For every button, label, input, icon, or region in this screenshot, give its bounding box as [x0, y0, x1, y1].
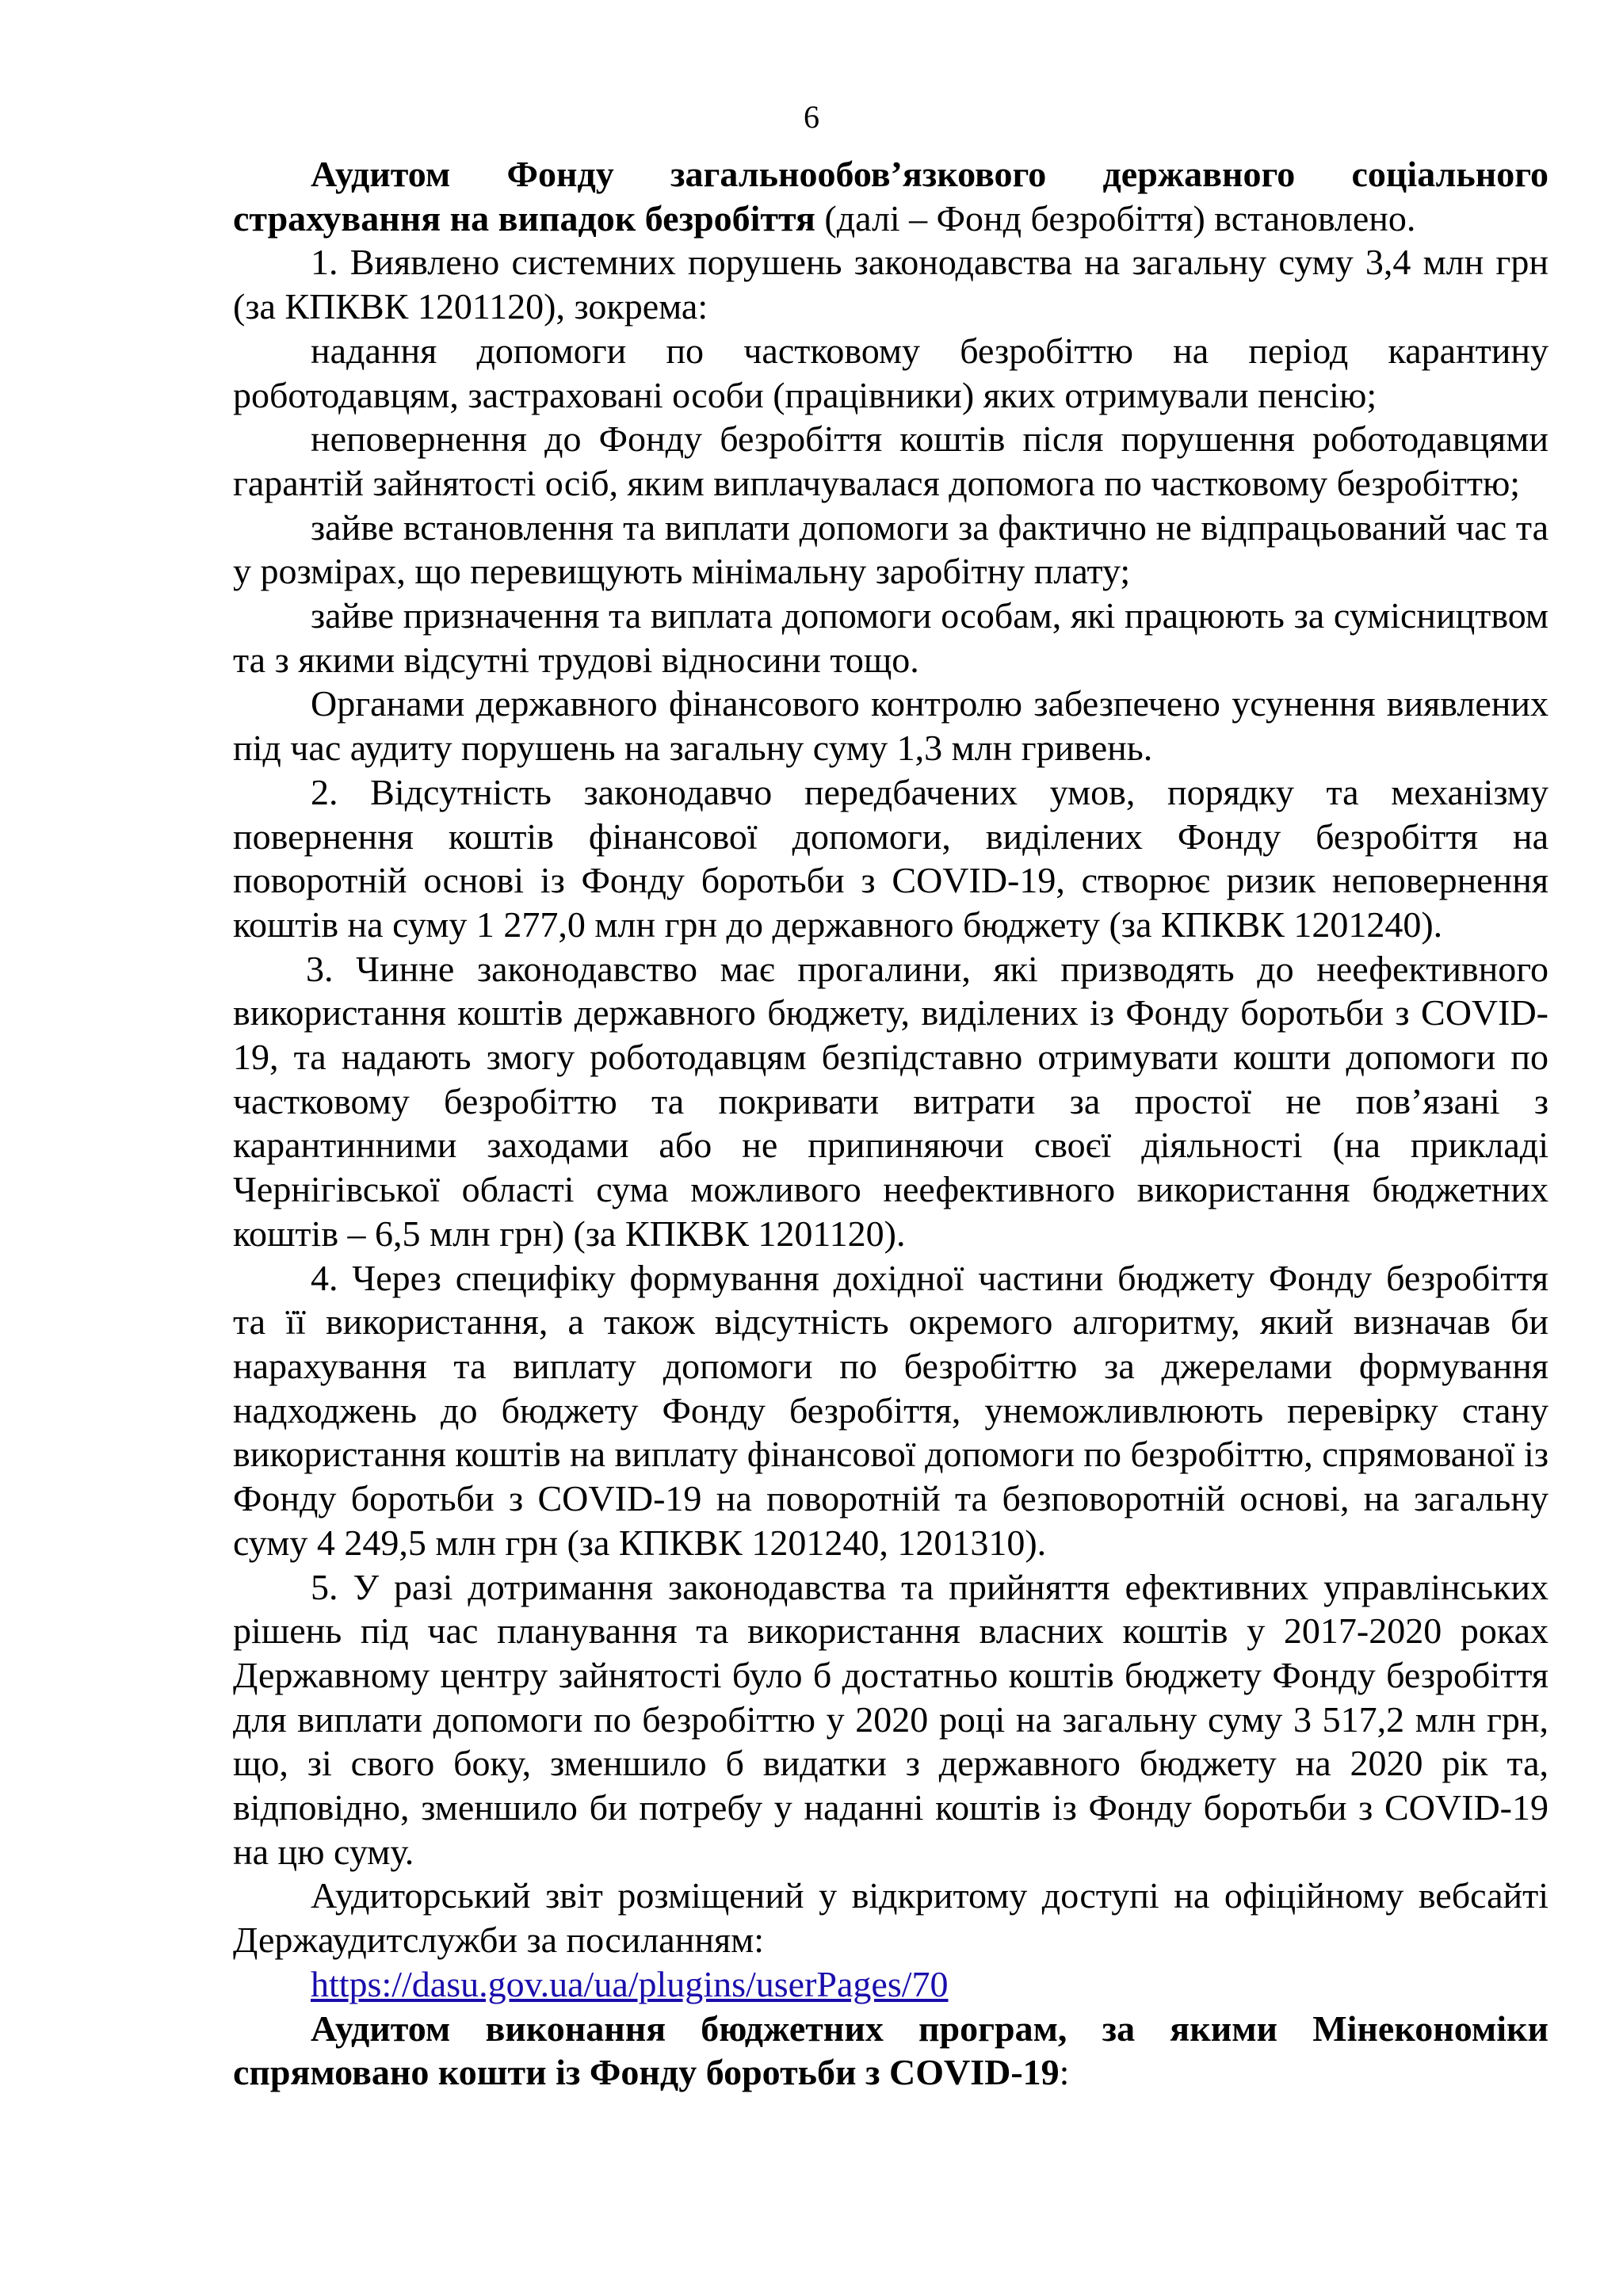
- paragraph-violation-item: зайве призначення та виплата допомоги особам, які працюють за сумісництвом та з якими відсутні трудові відносини тощо.: [233, 595, 1549, 680]
- paragraph-ministry-audit-heading: [233, 2007, 1549, 2095]
- paragraph-finding-2: 2. Відсутність законодавчо передбачених умов, порядку та механізму повернення коштів фінансової допомоги, виділених Фонду безробіття на поворотній основі із Фонду боротьби з COVID-19, створює ризик неповернення коштів на суму 1 277,0 млн грн до державного бюджету (за КПКВК 1201240).: [233, 771, 1549, 945]
- document-body: [233, 152, 1549, 2095]
- paragraph-unemployment-fund-intro: [233, 152, 1549, 240]
- paragraph-text: (далі – Фонд безробіття) встановлено.: [815, 197, 1416, 239]
- paragraph-finding-4: 4. Через специфіку формування дохідної частини бюджету Фонду безробіття та її використання, а також відсутність окремого алгоритму, який визначав би нарахування та виплату допомоги по безробіттю за джерелами формування надходжень до бюджету Фонду безробіття, унеможливлюють перевірку стану використання коштів на виплату фінансової допомоги по безробіттю, спрямованої із Фонду боротьби з COVID-19 на поворотній та безповоротній основі, на загальну суму 4 249,5 млн грн (за КПКВК 1201240, 1201310).: [233, 1257, 1549, 1563]
- paragraph-finding-1: 1. Виявлено системних порушень законодавства на загальну суму 3,4 млн грн (за КПКВК 1201120), зокрема:: [233, 242, 1549, 327]
- bold-heading-unemployment-fund-audit: Аудитом Фонду загальнообов’язкового державного соціального страхування на випадок безробіття: [233, 154, 1549, 239]
- paragraph-remediation: Органами державного фінансового контролю забезпечено усунення виявлених під час аудиту порушень на загальну суму 1,3 млн гривень.: [233, 683, 1549, 769]
- page-number: 6: [804, 99, 819, 135]
- paragraph-violation-item: надання допомоги по частковому безробіттю на період карантину роботодавцям, застраховані особи (працівники) яких отримували пенсію;: [233, 330, 1549, 415]
- bold-heading-ministry-audit: Аудитом виконання бюджетних програм, за якими Мінекономіки спрямовано кошти із Фонду боротьби з COVID-19: [233, 2008, 1549, 2093]
- paragraph-violation-item: неповернення до Фонду безробіття коштів після порушення роботодавцями гарантій зайнятості осіб, яким виплачувалася допомога по частковому безробіттю;: [233, 418, 1549, 503]
- paragraph-report-access: Аудиторський звіт розміщений у відкритому доступі на офіційному вебсайті Держаудитслужби за посиланням:: [233, 1875, 1549, 1961]
- paragraph-text: :: [1059, 2052, 1070, 2093]
- report-link[interactable]: https://dasu.gov.ua/ua/plugins/userPages/70: [311, 1963, 949, 2004]
- paragraph-violation-item: зайве встановлення та виплати допомоги за фактично не відпрацьований час та у розмірах, що перевищують мінімальну заробітну плату;: [233, 506, 1549, 592]
- paragraph-finding-3: 3. Чинне законодавство має прогалини, які призводять до неефективного використання коштів державного бюджету, виділених із Фонду боротьби з COVID-19, та надають змогу роботодавцям безпідставно отримувати кошти допомоги по частковому безробіттю та покривати витрати за простої не пов’язані з карантинними заходами або не припиняючи своєї діяльності (на прикладі Чернігівської області сума можливого неефективного використання бюджетних коштів – 6,5 млн грн) (за КПКВК 1201120).: [233, 948, 1549, 1254]
- paragraph-link: [233, 1962, 1549, 2007]
- paragraph-finding-5: 5. У разі дотримання законодавства та прийняття ефективних управлінських рішень під час планування та використання власних коштів у 2017-2020 роках Державному центру зайнятості було б достатньо коштів бюджету Фонду безробіття для виплати допомоги по безробіттю у 2020 році на загальну суму 3 517,2 млн грн, що, зі свого боку, зменшило б видатки з державного бюджету на 2020 рік та, відповідно, зменшило би потребу у наданні коштів із Фонду боротьби з COVID-19 на цю суму.: [233, 1566, 1549, 1872]
